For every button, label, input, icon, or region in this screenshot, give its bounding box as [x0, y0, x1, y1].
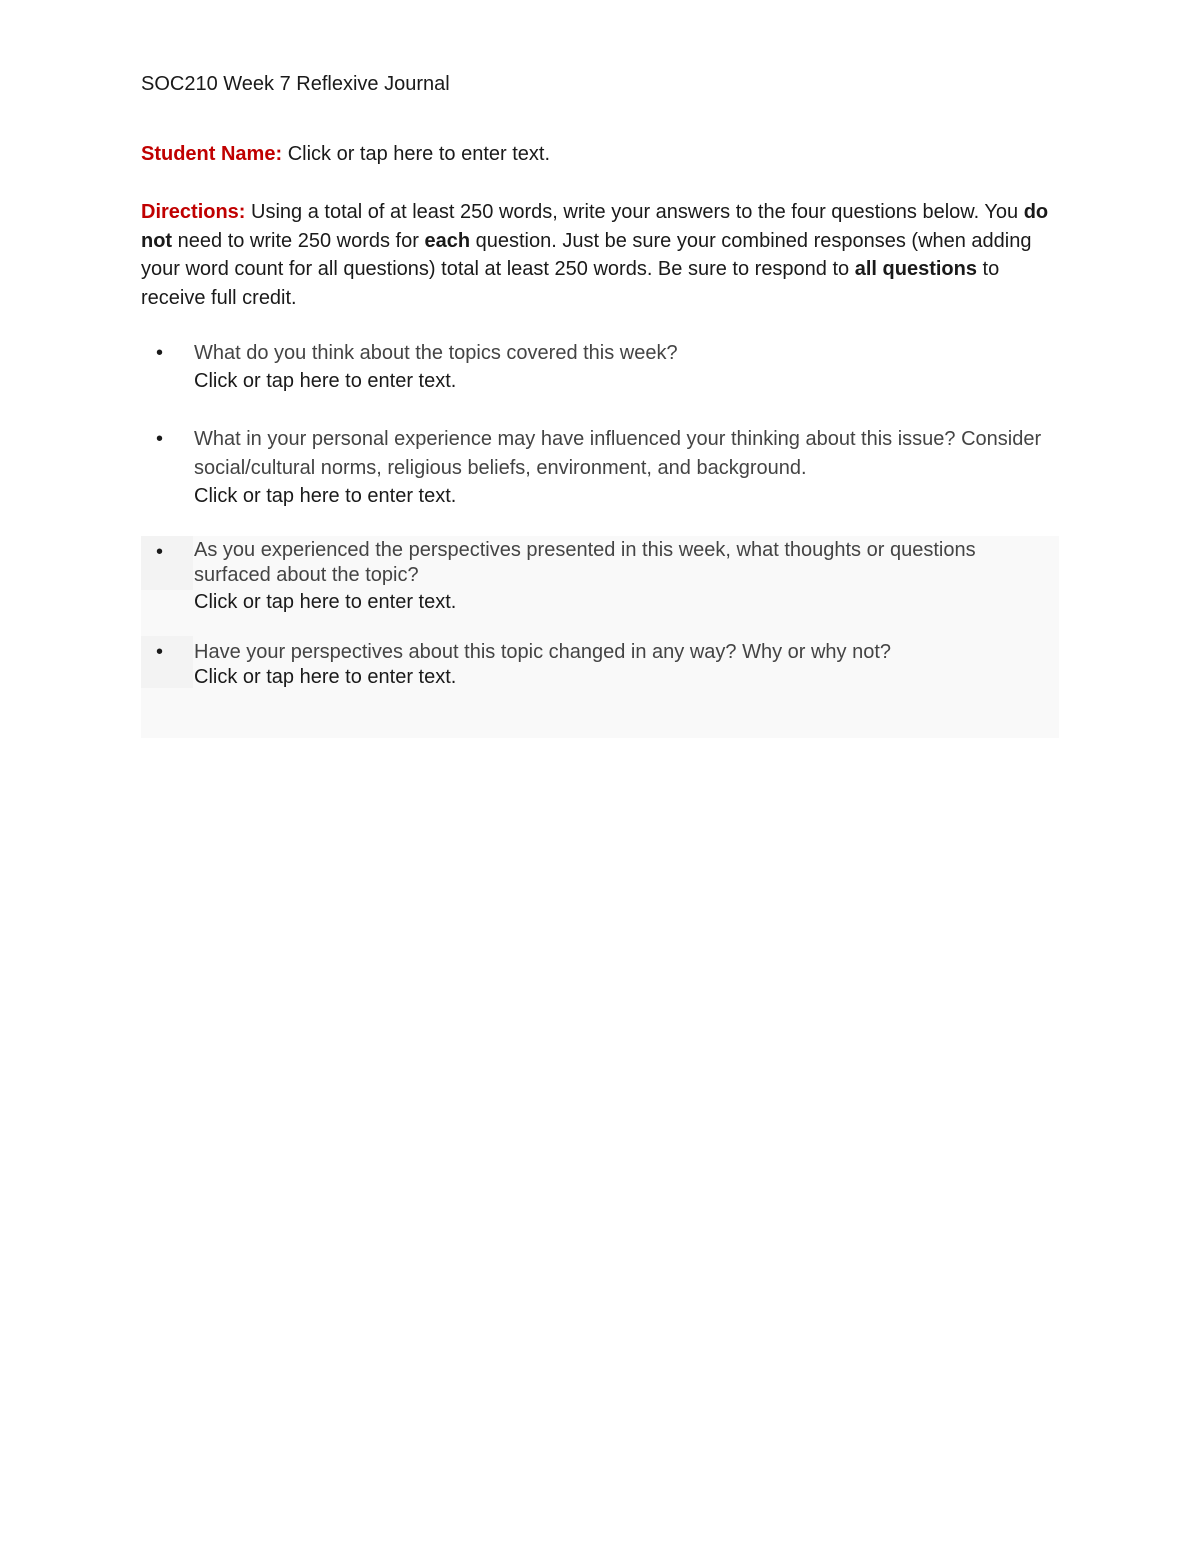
directions-text-1: Using a total of at least 250 words, write your answers to the four questions below. You [245, 201, 1024, 223]
directions-text-4: to receive full credit. [141, 258, 1000, 309]
answer-field[interactable]: Click or tap here to enter text. [194, 666, 457, 688]
directions-emphasis-all-questions: all questions [854, 258, 977, 280]
answer-field[interactable]: Click or tap here to enter text. [194, 591, 457, 613]
bullet-icon: • [156, 641, 164, 663]
bullet-icon: • [156, 428, 164, 450]
question-text: Have your perspectives about this topic changed in any way? Why or why not? [194, 641, 892, 663]
answer-field[interactable]: Click or tap here to enter text. [194, 370, 457, 392]
directions-paragraph [141, 198, 1056, 312]
student-name-label: Student Name: [141, 143, 283, 165]
bullet-icon: • [156, 541, 164, 563]
bullet-icon: • [156, 342, 164, 364]
answer-field[interactable]: Click or tap here to enter text. [194, 485, 457, 507]
question-text: As you experienced the perspectives presented in this week, what thoughts or questions surfaced about the topic? [194, 539, 976, 586]
directions-label: Directions: [141, 201, 246, 223]
student-name-row [141, 140, 550, 168]
document-title: SOC210 Week 7 Reflexive Journal [141, 73, 450, 95]
directions-emphasis-each: each [424, 229, 471, 252]
directions-text-2: need to write 250 words for [172, 229, 425, 252]
directions-text-3: question. Just be sure your combined responses (when adding your word count for all questions) total at least 250 words. Be sure to respond to [141, 229, 1032, 280]
question-text: What in your personal experience may have influenced your thinking about this issue? Consider social/cultural norms, religious beliefs, environment, and background. [194, 428, 1042, 479]
question-text: What do you think about the topics covered this week? [194, 342, 678, 364]
directions-emphasis-do-not: do not [141, 201, 1049, 252]
student-name-field[interactable]: Click or tap here to enter text. [287, 143, 551, 165]
